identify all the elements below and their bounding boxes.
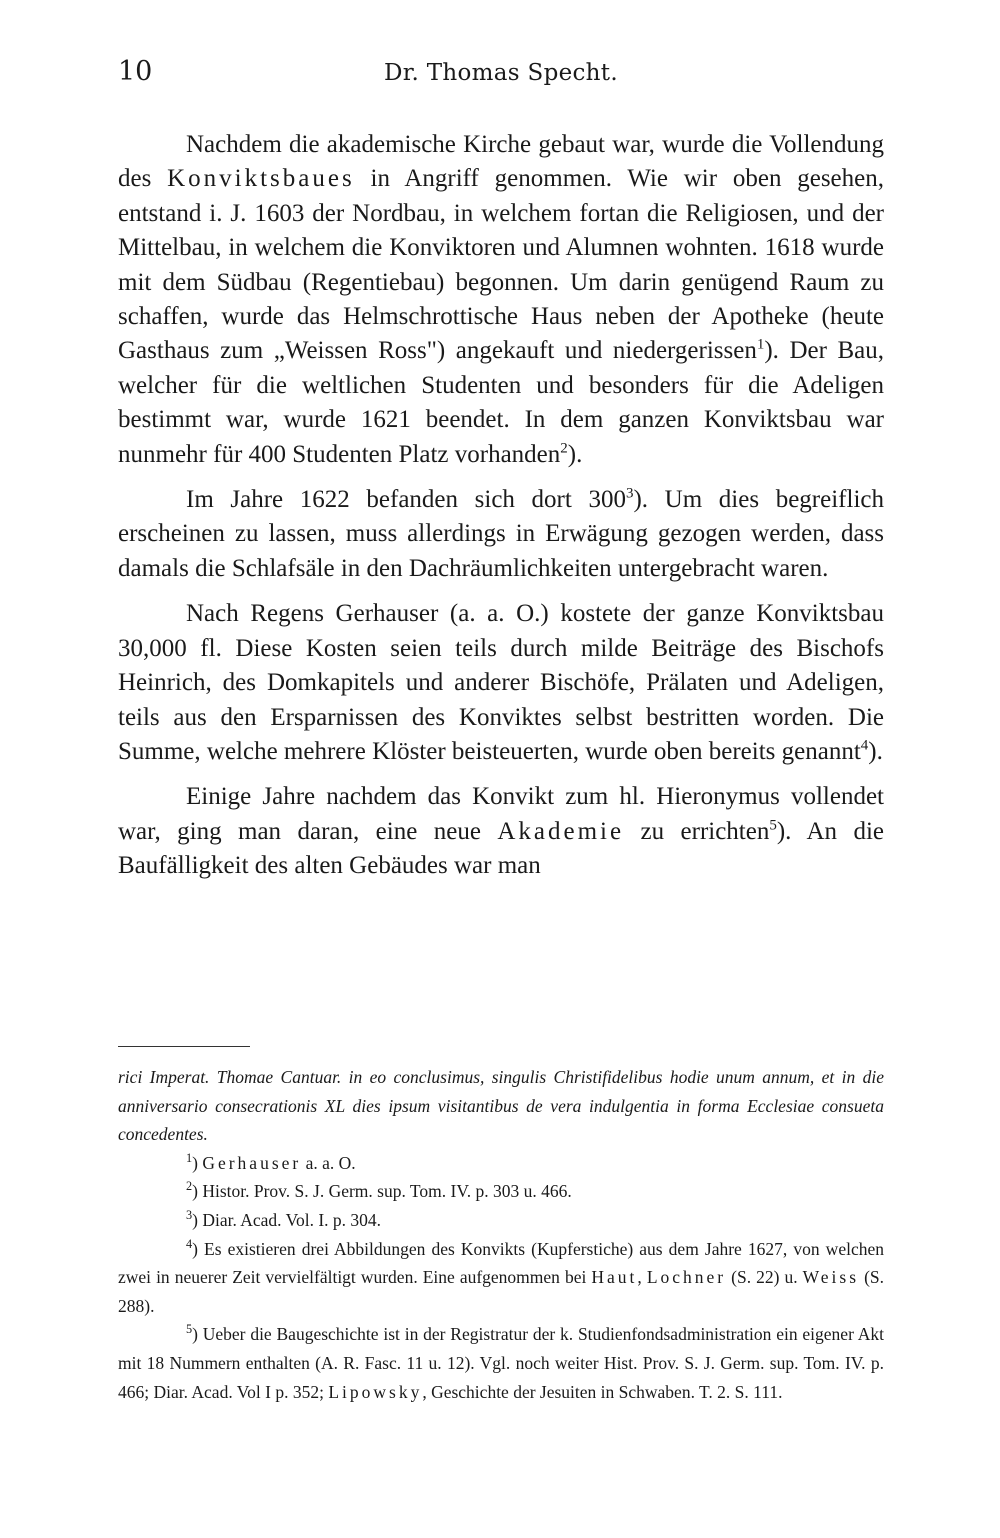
- paragraph-2: Im Jahre 1622 befanden sich dort $300^3$). Um dies begreiflich erscheinen zu lassen, muss allerdings in Erwägung gezogen werden, dass damals die Schlafsäle in den Dachräumlichkeiten untergebracht waren.: [118, 485, 884, 582]
- footnote-ref-1[interactable]: 1: [756, 337, 765, 354]
- paragraph-1: Nachdem die akademische Kirche gebaut war, wurde die Vollendung des Konviktsbaues in Angriff genommen. Wie wir oben gesehen, entstand i. J. 1603 der Nordbau, in welchem fortan die Religiosen, und der Mittelbau, in welchem die Konviktoren und Alumnen wohnten. 1618 wurde mit dem Südbau (Regentiebau) begonnen. Um darin genügend Raum zu schaffen, wurde das Helmschrottische Haus neben der Apotheke (heute Gasthaus zum „Weissen Ross") angekauft und niedergerissen$^1$). Der Bau, welcher für die weltlichen Studenten und besonders für die Adeligen bestimmt war, wurde 1621 beendet. In dem ganzen Konviktsbau war nunmehr für 400 Studenten Platz vorhanden$^2$).: [118, 131, 885, 468]
- footnote-continuation: rici Imperat. Thomae Cantuar. in eo conclusimus, singulis Christifidelibus hodie unum annum, et in die anniversario consecrationis XL dies ipsum visitantibus de vera indulgentia in forma Ecclesiae consueta concedentes.: [118, 1067, 884, 1145]
- footnote-separator: [118, 1046, 250, 1047]
- footnote-ref-5[interactable]: 5: [769, 817, 777, 834]
- main-text: [118, 128, 884, 884]
- author-name: Gerhauser: [202, 1152, 302, 1173]
- emphasis-akademie: Akademie: [497, 817, 625, 845]
- author-name: Lochner: [646, 1267, 727, 1288]
- paragraph-3: Nach Regens Gerhauser (a. a. O.) kostete der ganze Konviktsbau 30,000 fl. Diese Kosten seien teils durch milde Beiträge des Bischofs Heinrich, des Domkapitels und anderer Bischöfe, Prälaten und Adeligen, teils aus den Ersparnissen des Konviktes selbst bestritten worden. Die Summe, welche mehrere Klöster beisteuerten, wurde oben bereits genannt$^4$).: [118, 600, 884, 765]
- author-name: Weiss: [802, 1267, 860, 1288]
- footnote-1: $^1$) Gerhauser a. a. O.: [186, 1150, 356, 1173]
- footnotes: [118, 1063, 884, 1406]
- footnote-ref-2[interactable]: 2: [560, 440, 568, 457]
- footnote-2: $^2$) Histor. Prov. S. J. Germ. sup. Tom. IV. p. 303 u. 466.: [186, 1179, 572, 1202]
- footnote-ref-4[interactable]: 4: [860, 737, 869, 754]
- author-name: Lipowsky: [328, 1381, 423, 1402]
- footnote-4: $^4$) Es existieren drei Abbildungen des Konvikts (Kupferstiche) aus dem Jahre 1627, von welchen zwei in neuerer Zeit vervielfältigt wurden. Eine aufgenommen bei Haut, Lochner (S. 22) u. Weiss (S. 288).: [118, 1236, 885, 1316]
- footnote-3: $^3$) Diar. Acad. Vol. I. p. 304.: [186, 1208, 382, 1230]
- footnote-5: $^5$) Ueber die Baugeschichte ist in der Registratur der k. Studienfondsadministration ein eigener Akt mit 18 Nummern enthalten (A. R. Fasc. 11 u. 12). Vgl. noch weiter Hist. Prov. S. J. Germ. sup. Tom. IV. p. 466; Diar. Acad. Vol I p. 352; Lipowsky, Geschichte der Jesuiten in Schwaben. T. 2. S. 111.: [118, 1322, 884, 1402]
- page-number: 10: [118, 56, 153, 87]
- author-name: Haut: [591, 1267, 638, 1288]
- page-header: [118, 56, 884, 96]
- footnote-ref-3[interactable]: 3: [625, 485, 634, 502]
- paragraph-4: Einige Jahre nachdem das Konvikt zum hl. Hieronymus vollendet war, ging man daran, eine neue Akademie zu errichten$^5$). An die Baufälligkeit des alten Gebäudes war man: [118, 783, 884, 880]
- emphasis-konviktsbaues: Konviktsbaues: [167, 165, 355, 193]
- running-head: Dr. Thomas Specht.: [384, 60, 618, 86]
